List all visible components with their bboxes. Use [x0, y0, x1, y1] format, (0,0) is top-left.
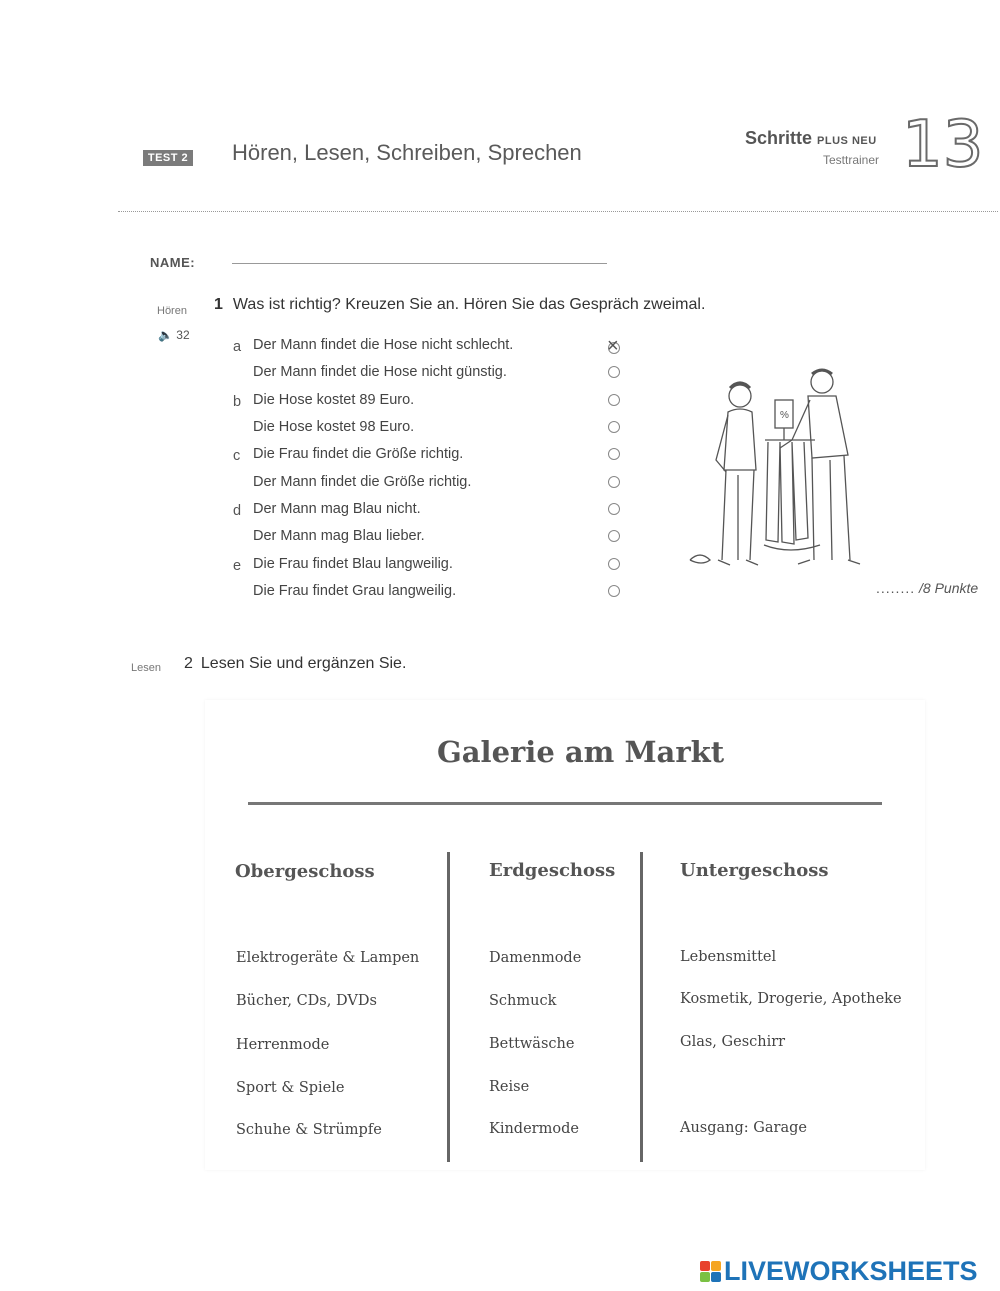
column-divider: [447, 852, 450, 1162]
statement-text: Der Mann mag Blau lieber.: [253, 528, 425, 544]
statement-text: Die Frau findet die Größe richtig.: [253, 446, 464, 462]
audio-track-number: 32: [176, 328, 190, 342]
logo-cube: [711, 1261, 721, 1271]
directory-item: Lebensmittel: [680, 949, 777, 965]
brand-name: [745, 128, 877, 149]
logo-text: LIVEWORKSHEETS: [724, 1255, 978, 1286]
item-letter: e: [233, 558, 242, 574]
store-directory: [205, 700, 925, 1170]
statement-text: Der Mann mag Blau nicht.: [253, 501, 421, 517]
statement-text: Die Hose kostet 98 Euro.: [253, 419, 415, 435]
clothes-rack: [765, 428, 815, 440]
woman-body: [724, 409, 756, 470]
task2-title: [184, 655, 406, 673]
directory-rule: [248, 802, 882, 805]
speaker-icon: 🔈: [158, 328, 173, 342]
header-divider: [118, 211, 998, 212]
brand-main: Schritte: [745, 128, 813, 148]
directory-item: Sport & Spiele: [236, 1080, 345, 1096]
statement-text: Der Mann findet die Hose nicht schlecht.: [253, 337, 514, 353]
logo-cubes-icon: [700, 1261, 721, 1282]
section-hoeren: Hören: [157, 305, 187, 317]
directory-item: Schmuck: [489, 993, 557, 1009]
item-letter: b: [233, 394, 242, 410]
points-blank[interactable]: ........: [876, 580, 916, 596]
answer-checkbox-d2[interactable]: [608, 530, 620, 542]
answer-checkbox-d1[interactable]: [608, 503, 620, 515]
unit-number: 13: [902, 108, 984, 182]
statement-text: Der Mann findet die Hose nicht günstig.: [253, 364, 507, 380]
answer-checkbox-b1[interactable]: [608, 394, 620, 406]
liveworksheets-logo[interactable]: [700, 1254, 978, 1288]
shopping-illustration: [680, 360, 880, 580]
answer-checkbox-a1[interactable]: [608, 342, 620, 354]
section-lesen: Lesen: [131, 662, 161, 674]
statement-text: Der Mann findet die Größe richtig.: [253, 474, 472, 490]
item-letter: a: [233, 339, 242, 355]
points-field: [876, 580, 978, 596]
answer-checkbox-e1[interactable]: [608, 558, 620, 570]
item-letter: d: [233, 503, 242, 519]
directory-item: Elektrogeräte & Lampen: [236, 950, 420, 966]
brand-subtitle: Testtrainer: [823, 153, 880, 167]
item-letter: c: [233, 448, 241, 464]
task1-title: [214, 296, 705, 314]
directory-item: Reise: [489, 1079, 530, 1095]
directory-item: Kosmetik, Drogerie, Apotheke: [680, 991, 902, 1007]
answer-checkbox-c2[interactable]: [608, 476, 620, 488]
task1-instruction: Was ist richtig? Kreuzen Sie an. Hören Sie das Gespräch zweimal.: [232, 296, 706, 313]
answer-checkbox-a2[interactable]: [608, 366, 620, 378]
column-heading-obergeschoss: Obergeschoss: [235, 861, 375, 882]
woman-head: [729, 385, 751, 407]
answer-checkbox-e2[interactable]: [608, 585, 620, 597]
task2-number: 2: [184, 655, 193, 672]
man-arm: [780, 400, 810, 448]
brand-small: PLUS NEU: [817, 135, 877, 147]
audio-track[interactable]: [158, 328, 190, 342]
directory-item: Bettwäsche: [489, 1036, 575, 1052]
column-heading-erdgeschoss: Erdgeschoss: [489, 860, 616, 881]
points-label: /8 Punkte: [919, 580, 979, 596]
statement-text: Die Frau findet Grau langweilig.: [253, 583, 457, 599]
trousers-on-rack: [766, 442, 808, 544]
directory-item: Bücher, CDs, DVDs: [236, 993, 377, 1009]
column-heading-untergeschoss: Untergeschoss: [680, 860, 829, 881]
directory-item: Schuhe & Strümpfe: [236, 1122, 382, 1138]
directory-item: Kindermode: [489, 1121, 579, 1137]
page-title: Hören, Lesen, Schreiben, Sprechen: [232, 140, 582, 165]
name-label: NAME:: [150, 255, 196, 270]
directory-item: Herrenmode: [236, 1037, 330, 1053]
column-divider: [640, 852, 643, 1162]
answer-checkbox-c1[interactable]: [608, 448, 620, 460]
statement-text: Die Hose kostet 89 Euro.: [253, 392, 415, 408]
man-legs: [812, 456, 850, 560]
test-badge: TEST 2: [143, 150, 193, 166]
name-input-line[interactable]: [232, 263, 607, 264]
man-head: [811, 371, 833, 393]
directory-item: Ausgang: Garage: [680, 1120, 807, 1136]
directory-item: Damenmode: [489, 950, 582, 966]
percent-sign: %: [780, 410, 789, 421]
logo-cube: [700, 1261, 710, 1271]
directory-title: Galerie am Markt: [437, 735, 725, 769]
man-body: [808, 396, 848, 458]
task2-instruction: Lesen Sie und ergänzen Sie.: [200, 655, 407, 672]
task1-number: 1: [214, 296, 223, 313]
answer-checkbox-b2[interactable]: [608, 421, 620, 433]
directory-item: Glas, Geschirr: [680, 1034, 786, 1050]
statement-text: Die Frau findet Blau langweilig.: [253, 556, 453, 572]
woman-legs: [722, 470, 754, 560]
logo-cube: [700, 1272, 710, 1282]
logo-cube: [711, 1272, 721, 1282]
